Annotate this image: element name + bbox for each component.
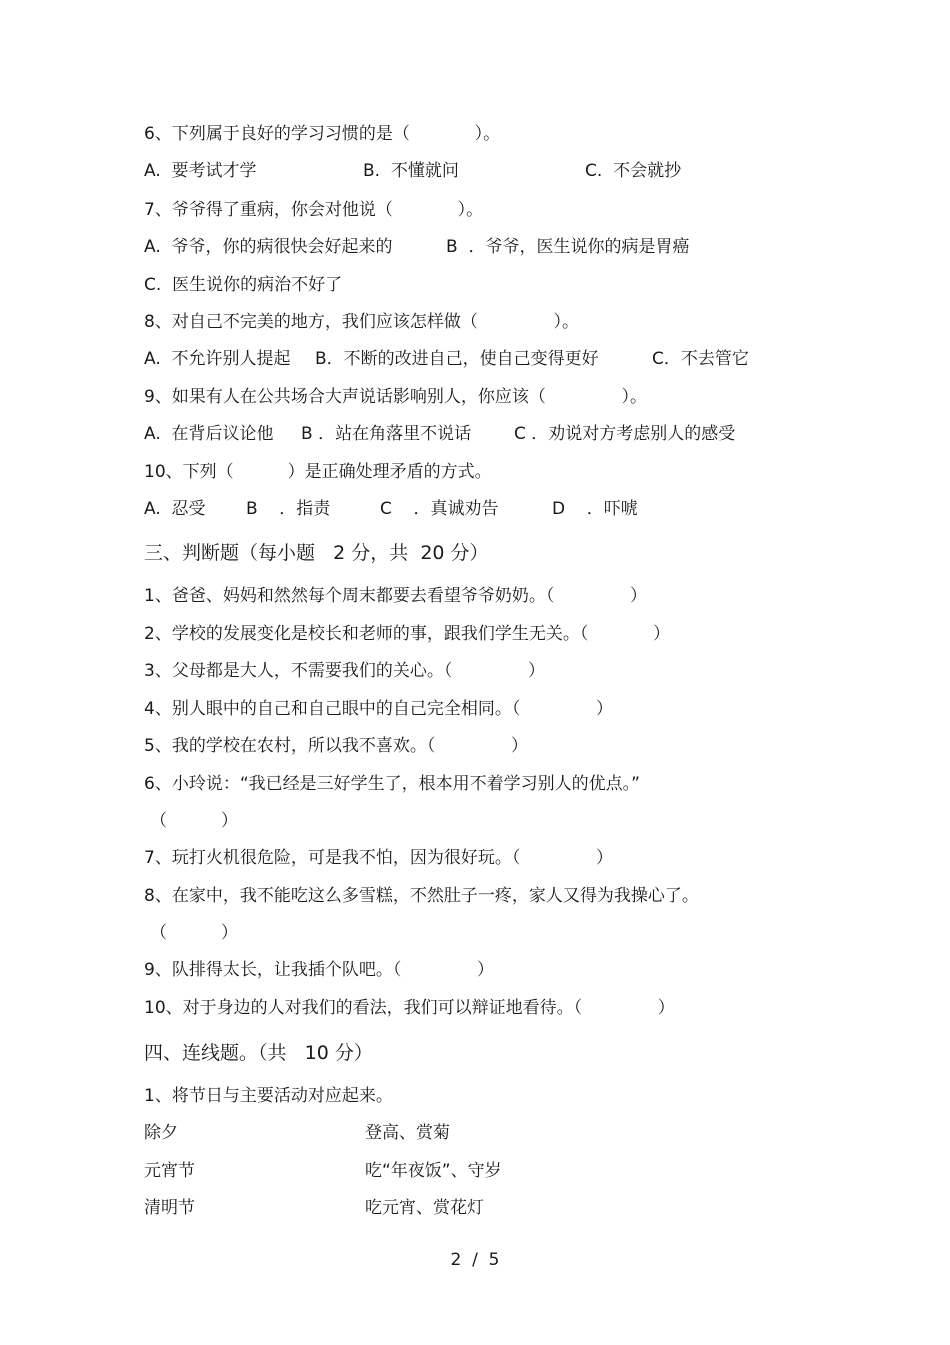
festival-1: 除夕	[144, 1123, 178, 1143]
q9-option-c: C ．劝说对方考虑别人的感受	[514, 424, 736, 444]
q8-option-b: B．不断的改进自己，使自己变得更好	[315, 349, 599, 369]
q8-option-a: A. 不允许别人提起	[144, 349, 291, 369]
question-6-stem: 6、下列属于良好的学习习惯的是（ ）。	[144, 124, 501, 144]
tf-item-9: 9、队排得太长，让我插个队吧。（ ）	[144, 960, 494, 980]
tf-item-8-answer-blank: （ ）	[150, 923, 239, 943]
q6-option-b: B. 不懂就问	[363, 161, 459, 181]
q6-option-a: A. 要考试才学	[144, 161, 257, 181]
q9-option-a: A. 在背后议论他	[144, 424, 274, 444]
page-number: 2 / 5	[450, 1250, 500, 1270]
q7-option-c: C. 医生说你的病治不好了	[144, 275, 343, 295]
q10-option-b: B ．指责	[246, 499, 331, 519]
question-8-stem: 8、对自己不完美的地方，我们应该怎样做（ ）。	[144, 312, 579, 332]
tf-item-3: 3、父母都是大人，不需要我们的关心。（ ）	[144, 661, 545, 681]
tf-item-10: 10、对于身边的人对我们的看法，我们可以辩证地看待。（ ）	[144, 998, 675, 1018]
q9-option-b: B ．站在角落里不说话	[301, 424, 472, 444]
q10-option-a: A. 忍受	[144, 499, 206, 519]
matching-question: 1、将节日与主要活动对应起来。	[144, 1086, 393, 1106]
festival-2: 元宵节	[144, 1161, 195, 1181]
activity-3: 吃元宵、赏花灯	[365, 1198, 484, 1218]
tf-item-5: 5、我的学校在农村，所以我不喜欢。（ ）	[144, 736, 528, 756]
q10-option-d: D ．吓唬	[552, 499, 638, 519]
question-9-stem: 9、如果有人在公共场合大声说话影响别人，你应该（ ）。	[144, 387, 647, 407]
q7-option-b: B ．爷爷，医生说你的病是胃癌	[446, 237, 690, 257]
activity-1: 登高、赏菊	[365, 1123, 450, 1143]
tf-item-6-answer-blank: （ ）	[150, 811, 239, 831]
q10-option-c: C ．真诚劝告	[380, 499, 499, 519]
tf-item-8: 8、在家中，我不能吃这么多雪糕，不然肚子一疼，家人又得为我操心了。	[144, 886, 699, 906]
q6-option-c: C. 不会就抄	[585, 161, 682, 181]
question-7-stem: 7、爷爷得了重病，你会对他说（ ）。	[144, 200, 484, 220]
festival-3: 清明节	[144, 1198, 195, 1218]
tf-item-7: 7、玩打火机很危险，可是我不怕，因为很好玩。（ ）	[144, 848, 613, 868]
q7-option-a: A. 爷爷，你的病很快会好起来的	[144, 237, 393, 257]
tf-item-4: 4、别人眼中的自己和自己眼中的自己完全相同。（ ）	[144, 699, 613, 719]
section-4-title: 四、连线题。（共 10 分）	[144, 1042, 373, 1064]
section-3-title: 三、判断题（每小题 2 分，共 20 分）	[144, 542, 489, 564]
activity-2: 吃“年夜饭”、守岁	[365, 1161, 502, 1181]
q8-option-c: C．不去管它	[652, 349, 749, 369]
tf-item-6: 6、小玲说：“我已经是三好学生了，根本用不着学习别人的优点。”	[144, 774, 640, 794]
question-10-stem: 10、下列（ ）是正确处理矛盾的方式。	[144, 462, 492, 482]
tf-item-1: 1、爸爸、妈妈和然然每个周末都要去看望爷爷奶奶。（ ）	[144, 586, 647, 606]
tf-item-2: 2、学校的发展变化是校长和老师的事，跟我们学生无关。（ ）	[144, 624, 671, 644]
